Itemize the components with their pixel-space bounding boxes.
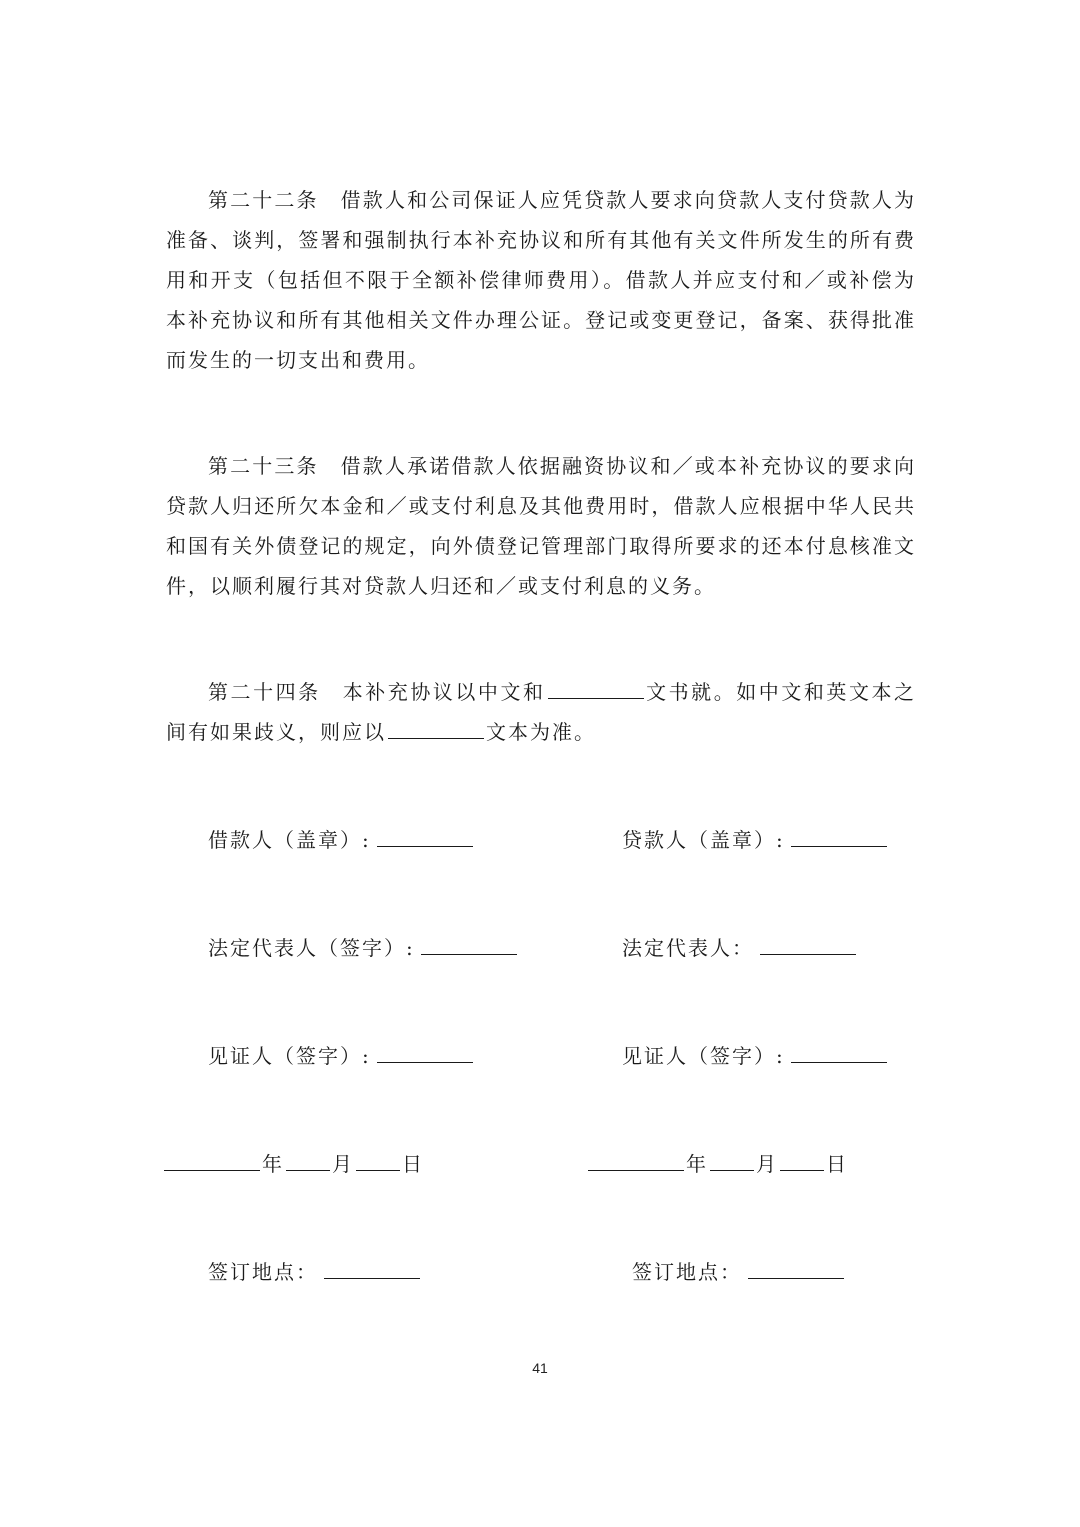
day-left-blank[interactable] (356, 1148, 400, 1171)
page-number: 41 (532, 1360, 548, 1376)
witness-right-label: 见证人（签字）: (622, 1044, 785, 1068)
legal-rep-line (622, 932, 858, 963)
article-text-b: 文书就。如中文和英文本之间有如果歧义，则应以 (166, 680, 917, 744)
article-23 (166, 446, 916, 606)
place-right-blank[interactable] (748, 1256, 844, 1279)
date-left-line (164, 1148, 424, 1179)
year-label: 年 (686, 1152, 708, 1176)
language-blank[interactable] (548, 676, 644, 699)
witness-right-blank[interactable] (791, 1040, 887, 1063)
prevailing-language-blank[interactable] (388, 716, 484, 739)
article-22 (166, 180, 916, 380)
year-label: 年 (262, 1152, 284, 1176)
place-left-blank[interactable] (324, 1256, 420, 1279)
lender-seal-blank[interactable] (791, 824, 887, 847)
borrower-seal-line (208, 824, 475, 855)
article-text: 借款人和公司保证人应凭贷款人要求向贷款人支付贷款人为准备、谈判，签署和强制执行本补充协议和所有其他有关文件所发生的所有费用和开支（包括但不限于全额补偿律师费用）。借款人并应支付和／或补偿为本补充协议和所有其他相关文件办理公证。登记或变更登记，备案、获得批准而发生的一切支出和费用。 (166, 188, 917, 372)
date-right-line (588, 1148, 848, 1179)
witness-right-line (622, 1040, 889, 1071)
lender-seal-line (622, 824, 889, 855)
legal-rep-sign-line (208, 932, 519, 963)
legal-rep-label: 法定代表人： (622, 936, 754, 960)
lender-seal-label: 贷款人（盖章）: (622, 828, 785, 852)
place-left-label: 签订地点： (208, 1260, 318, 1284)
day-label: 日 (826, 1152, 848, 1176)
article-24 (166, 672, 916, 752)
borrower-seal-blank[interactable] (377, 824, 473, 847)
article-number: 第二十二条 (208, 188, 319, 212)
legal-rep-sign-blank[interactable] (421, 932, 517, 955)
place-left-line (208, 1256, 422, 1287)
article-number: 第二十三条 (208, 454, 319, 478)
legal-rep-sign-label: 法定代表人（签字）: (208, 936, 415, 960)
month-label: 月 (756, 1152, 778, 1176)
witness-left-line (208, 1040, 475, 1071)
witness-left-label: 见证人（签字）: (208, 1044, 371, 1068)
legal-rep-blank[interactable] (760, 932, 856, 955)
month-right-blank[interactable] (710, 1148, 754, 1171)
day-label: 日 (402, 1152, 424, 1176)
article-text-c: 文本为准。 (486, 720, 596, 744)
article-text: 借款人承诺借款人依据融资协议和／或本补充协议的要求向贷款人归还所欠本金和／或支付利息及其他费用时，借款人应根据中华人民共和国有关外债登记的规定，向外债登记管理部门取得所要求的还本付息核准文件，以顺利履行其对贷款人归还和／或支付利息的义务。 (166, 454, 917, 598)
article-number: 第二十四条 (208, 680, 321, 704)
day-right-blank[interactable] (780, 1148, 824, 1171)
witness-left-blank[interactable] (377, 1040, 473, 1063)
article-text-a: 本补充协议以中文和 (342, 680, 546, 704)
year-left-blank[interactable] (164, 1148, 260, 1171)
month-left-blank[interactable] (286, 1148, 330, 1171)
month-label: 月 (332, 1152, 354, 1176)
place-right-line (632, 1256, 846, 1287)
year-right-blank[interactable] (588, 1148, 684, 1171)
borrower-seal-label: 借款人（盖章）: (208, 828, 371, 852)
place-right-label: 签订地点： (632, 1260, 742, 1284)
